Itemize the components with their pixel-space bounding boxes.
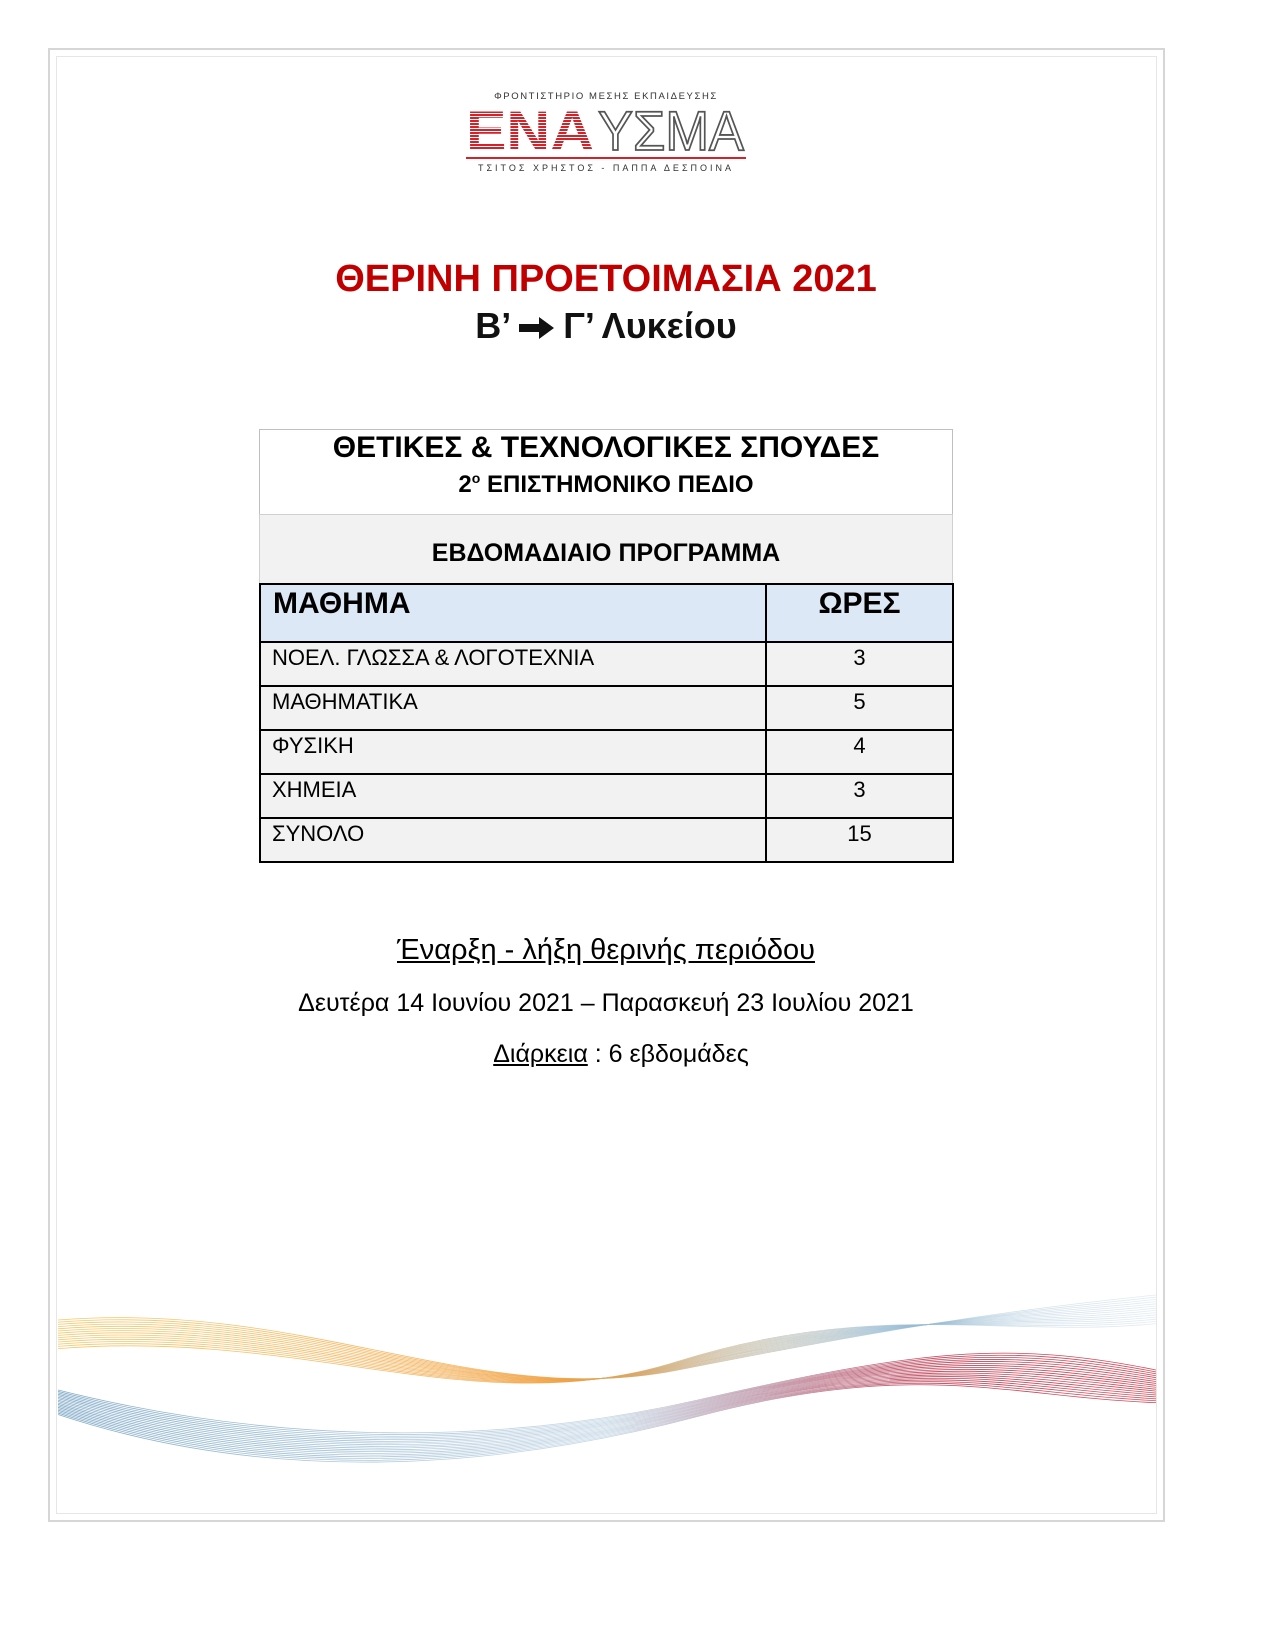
duration-value: : 6 εβδομάδες <box>587 1040 749 1068</box>
brand-logo <box>466 88 746 184</box>
wave-strand-warm <box>58 1299 1156 1379</box>
subject-cell: ΣΥΝΟΛΟ <box>260 818 766 862</box>
field-header <box>259 429 953 515</box>
wave-strand-cool <box>58 1355 1156 1434</box>
wave-strand-cool <box>58 1373 1156 1450</box>
subject-cell: ΜΑΘΗΜΑΤΙΚΑ <box>260 686 766 730</box>
column-header-subject: ΜΑΘΗΜΑ <box>260 584 766 642</box>
duration-label: Διάρκεια <box>493 1040 588 1068</box>
weekly-program-header <box>259 514 953 584</box>
subject-cell: ΝΟΕΛ. ΓΛΩΣΣΑ & ΛΟΓΟΤΕΧΝΙΑ <box>260 642 766 686</box>
hours-cell: 5 <box>766 686 953 730</box>
weekly-label: ΕΒΔΟΜΑΔΙΑΙΟ ΠΡΟΓΡΑΜΜΑ <box>431 539 781 567</box>
subtitle-to: Γ’ Λυκείου <box>563 305 737 346</box>
logo-subline: ΤΣΙΤΟΣ ΧΡΗΣΤΟΣ - ΠΑΠΠΑ ΔΕΣΠΟΙΝΑ <box>477 163 735 173</box>
wave-strand-warm <box>58 1295 1156 1379</box>
field-title: ΘΕΤΙΚΕΣ & ΤΕΧΝΟΛΟΓΙΚΕΣ ΣΠΟΥΔΕΣ <box>332 431 880 464</box>
logo-brand-red: ΕΝΑ <box>466 102 594 156</box>
page-subtitle <box>0 305 1212 347</box>
right-arrow-icon <box>519 316 555 340</box>
wave-strand-cool <box>58 1359 1156 1438</box>
page-title: ΘΕΡΙΝΗ ΠΡΟΕΤΟΙΜΑΣΙΑ 2021 <box>335 258 877 300</box>
schedule-box <box>259 429 953 853</box>
period-duration <box>0 1040 1242 1069</box>
logo-tagline: ΦΡΟΝΤΙΣΤΗΡΙΟ ΜΕΣΗΣ ΕΚΠΑΙΔΕΥΣΗΣ <box>494 91 718 102</box>
logo-rule <box>466 157 746 159</box>
period-dates: Δευτέρα 14 Ιουνίου 2021 – Παρασκευή 23 Ιουλίου 2021 <box>298 989 914 1017</box>
period-heading: Έναρξη - λήξη θερινής περιόδου <box>397 934 815 966</box>
table-row <box>260 730 953 774</box>
hours-cell: 15 <box>766 818 953 862</box>
table-row <box>260 774 953 818</box>
wave-strand-cool <box>58 1367 1156 1444</box>
subject-cell: ΦΥΣΙΚΗ <box>260 730 766 774</box>
logo-brand-grey: ΥΣΜΑ <box>598 102 745 156</box>
hours-cell: 4 <box>766 730 953 774</box>
subtitle-from: Β’ <box>475 305 512 346</box>
wave-strand-warm <box>58 1319 1156 1382</box>
table-row <box>260 642 953 686</box>
schedule-table <box>259 583 954 863</box>
hours-cell: 3 <box>766 774 953 818</box>
table-row <box>260 686 953 730</box>
logo-wordmark <box>466 102 746 156</box>
subject-cell: ΧΗΜΕΙΑ <box>260 774 766 818</box>
wave-strand-cool <box>58 1371 1156 1448</box>
table-row-total <box>260 818 953 862</box>
hours-cell: 3 <box>766 642 953 686</box>
decorative-waves <box>58 1290 1156 1520</box>
column-header-hours: ΩΡΕΣ <box>766 584 953 642</box>
field-subtitle: $2^o$ ΕΠΙΣΤΗΜΟΝΙΚΟ ΠΕΔΙΟ <box>458 470 754 498</box>
wave-strand-cool <box>58 1363 1156 1441</box>
table-header-row <box>260 584 953 642</box>
